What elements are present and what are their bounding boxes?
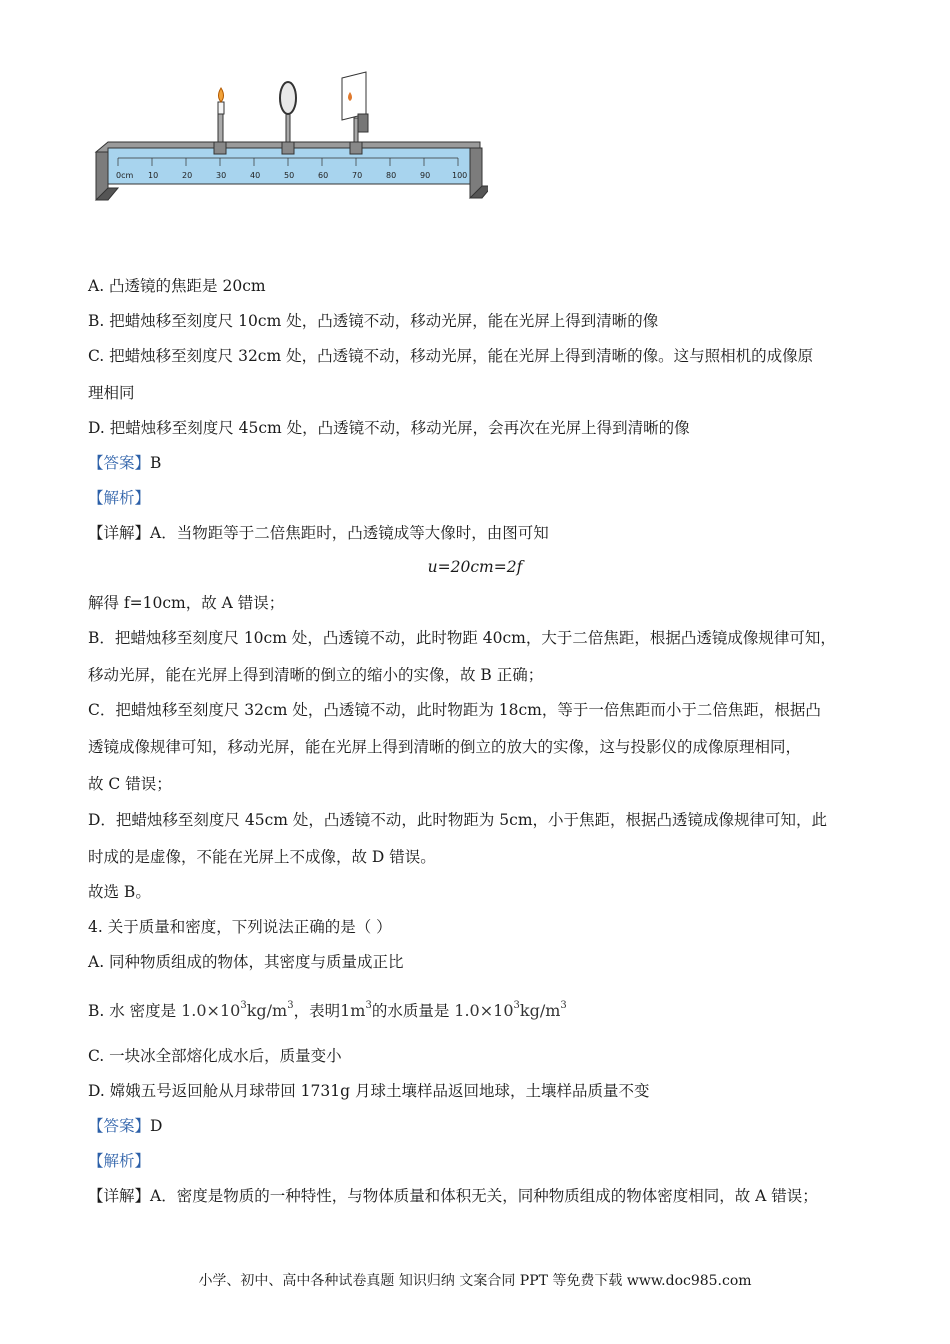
answer-value: B	[150, 454, 162, 472]
answer-tag: 【答案】	[88, 454, 151, 472]
mass-exponent: 3	[513, 1000, 520, 1011]
q4-option-d: D. 嫦娥五号返回舱从月球带回 1731g 月球土壤样品返回地球，土壤样品质量不变	[88, 1082, 650, 1100]
q4-answer	[88, 1116, 162, 1136]
detail-a-text: A．当物距等于二倍焦距时，凸透镜成等大像时，由图可知	[150, 524, 549, 542]
q4-option-b	[88, 996, 567, 1021]
q4-detail-a	[88, 1186, 818, 1206]
optical-bench-figure	[88, 70, 488, 214]
mass-mantissa: 1.0×10	[454, 1001, 514, 1020]
q3-option-c-line1: C. 把蜡烛移至刻度尺 32cm 处，凸透镜不动，移动光屏，能在光屏上得到清晰的像。这与照相机的成像原	[88, 347, 814, 365]
q4-option-a: A. 同种物质组成的物体，其密度与质量成正比	[88, 953, 404, 971]
q3-detail-b-line1: B．把蜡烛移至刻度尺 10cm 处，凸透镜不动，此时物距 40cm，大于二倍焦距，根据凸透镜成像规律可知，	[88, 629, 836, 647]
q3-option-a: A. 凸透镜的焦距是 20cm	[88, 277, 266, 295]
density-mantissa: 1.0×10	[181, 1001, 241, 1020]
volume-formula	[340, 1001, 372, 1020]
ruler-label-50: 50	[284, 171, 295, 180]
q3-option-b: B. 把蜡烛移至刻度尺 10cm 处，凸透镜不动，移动光屏，能在光屏上得到清晰的像	[88, 312, 659, 330]
detail-tag: 【详解】	[88, 524, 151, 542]
q3-detail-c-line1: C．把蜡烛移至刻度尺 32cm 处，凸透镜不动，此时物距为 18cm，等于一倍焦距而小于二倍焦距，根据凸	[88, 701, 821, 719]
ruler-label-100: 100	[452, 171, 468, 180]
q4-option-b-prefix: B. 水 密度是	[88, 1002, 177, 1020]
convex-lens	[280, 82, 296, 154]
q4-option-b-mid2: 的水质量是	[371, 1002, 450, 1020]
ruler-label-90: 90	[420, 171, 431, 180]
q3-detail-d-line1: D．把蜡烛移至刻度尺 45cm 处，凸透镜不动，此时物距为 5cm，小于焦距，根据凸透镜成像规律可知，此	[88, 811, 828, 829]
q4-stem: 4. 关于质量和密度，下列说法正确的是（ ）	[88, 918, 392, 936]
ruler-label-20: 20	[182, 171, 193, 180]
detail-a-text: A．密度是物质的一种特性，与物体质量和体积无关，同种物质组成的物体密度相同，故 A 错误；	[150, 1187, 818, 1205]
density-unit-exponent: 3	[287, 1000, 294, 1011]
candle	[214, 88, 226, 154]
density-exponent: 3	[240, 1000, 247, 1011]
ruler-label-40: 40	[250, 171, 261, 180]
q3-detail-b-line2: 移动光屏，能在光屏上得到清晰的倒立的缩小的实像，故 B 正确；	[88, 666, 544, 684]
q3-detail-c-line2: 透镜成像规律可知，移动光屏，能在光屏上得到清晰的倒立的放大的实像，这与投影仪的成像原理相同，	[88, 738, 802, 756]
page-footer: 小学、初中、高中各种试卷真题 知识归纳 文案合同 PPT 等免费下载 www.doc985.com	[198, 1273, 752, 1289]
volume-exponent: 3	[365, 1000, 372, 1011]
mass-unit: kg/m	[519, 1001, 561, 1020]
q3-analysis-tag: 【解析】	[88, 489, 151, 507]
q3-option-c-line2: 理相同	[88, 384, 135, 402]
q3-detail-a	[88, 523, 549, 543]
ruler-label-80: 80	[386, 171, 397, 180]
mass-unit-exponent: 3	[560, 1000, 567, 1011]
q3-detail-c-line3: 故 C 错误；	[88, 775, 172, 793]
answer-tag: 【答案】	[88, 1117, 151, 1135]
optical-bench-diagram	[88, 70, 488, 210]
q3-equation: u=20cm=2f	[427, 558, 523, 576]
q4-option-b-mid1: ，表明	[293, 1002, 341, 1020]
q4-option-c: C. 一块冰全部熔化成水后，质量变小	[88, 1047, 342, 1065]
density-unit: kg/m	[246, 1001, 288, 1020]
q4-analysis-tag: 【解析】	[88, 1152, 151, 1170]
q3-option-d: D. 把蜡烛移至刻度尺 45cm 处，凸透镜不动，移动光屏，会再次在光屏上得到清晰的像	[88, 419, 690, 437]
ruler-label-0: 0cm	[116, 171, 134, 180]
q3-solve: 解得 f=10cm，故 A 错误；	[88, 594, 285, 612]
ruler-label-10: 10	[148, 171, 159, 180]
density-formula	[181, 1001, 293, 1020]
detail-tag: 【详解】	[88, 1187, 151, 1205]
volume-value: 1m	[340, 1001, 366, 1020]
ruler-label-70: 70	[352, 171, 363, 180]
ruler-label-60: 60	[318, 171, 329, 180]
answer-value: D	[150, 1117, 163, 1135]
ruler-label-30: 30	[216, 171, 227, 180]
mass-formula	[454, 1001, 566, 1020]
q3-conclusion: 故选 B。	[88, 883, 151, 901]
q3-answer	[88, 453, 161, 473]
q3-detail-d-line2: 时成的是虚像，不能在光屏上不成像，故 D 错误。	[88, 848, 436, 866]
